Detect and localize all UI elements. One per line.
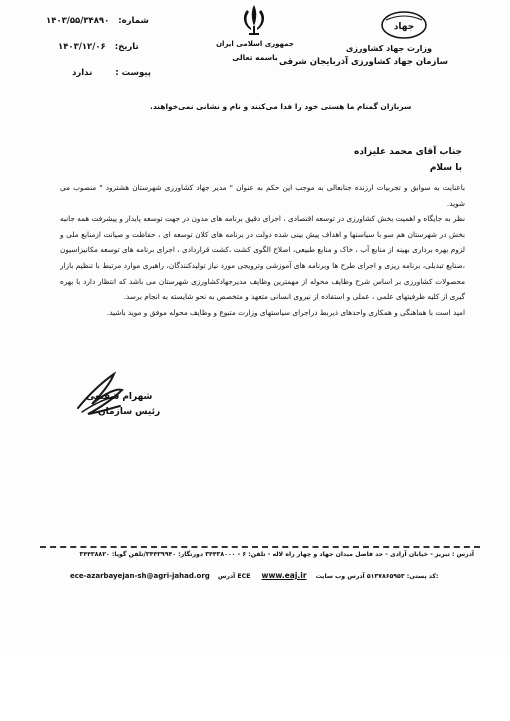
jahad-logo-icon <box>380 10 428 40</box>
signatory-title: رئیس سازمان <box>98 407 161 417</box>
organization-name: سازمان جهاد کشاورزی آذربایجان شرقی <box>278 57 448 67</box>
attachment-value: ندارد <box>72 68 93 78</box>
footer-postal: کد پستی: ۵۱۳۷۸۶۵۹۵۳ آدرس وب سایت: <box>315 573 439 580</box>
date-label: تاریخ: <box>114 42 139 52</box>
number-label: شماره: <box>118 16 149 26</box>
letter-attachment <box>72 68 151 78</box>
attachment-label: پیوست : <box>115 68 151 78</box>
number-value: ۱۴۰۳/۵۵/۳۴۸۹۰ <box>46 16 110 26</box>
motto-line: سربازان گمنام ما هستی خود را فدا می‌کنند و نام و نشانی نمی‌خواهند. <box>150 102 412 111</box>
footer-website[interactable]: www.eaj.ir <box>261 571 307 580</box>
letter-body <box>60 180 465 320</box>
paragraph-closing: امید است با هماهنگی و همکاری واحدهای ذیربط دراجرای سیاستهای وزارت متبوع و وظایف محوله موفق و موید باشید. <box>106 307 465 317</box>
logo-text: جهاد <box>393 22 415 32</box>
addressee: جناب آقای محمد علیزاده <box>354 147 462 157</box>
ministry-name: وزارت جهاد کشاورزی <box>345 44 432 53</box>
paragraph-appointment: باعنایت به سوابق و تجربیات ارزنده جنابعالی به موجب این حکم به عنوان " مدیر جهاد کشاورزی شهرستان هشترود " منصوب می شوید. <box>60 183 465 208</box>
footer-email-label: آدرس ECE <box>217 573 251 580</box>
letter-number <box>46 16 149 26</box>
letter-date <box>58 42 139 52</box>
paragraph-duties: نظر به جایگاه و اهمیت بخش کشاورزی در توسعه اقتصادی ، اجرای دقیق برنامه های مدون در جهت توسعه پایدار و پیشرفت همه جانبه بخش در شهرستان هم سو با سیاستها و اهداف پیش بینی شده دولت در برنامه های کلان توسعه ای ، حفاظت و صیانت ازمنابع ملی و لزوم بهره برداری بهینه از منابع آب ، خاک و منابع طبیعی، اصلاح الگوی کشت ،کشت قراردادی ، اجرای برنامه های توسعه مکانیزاسیون ،صنایع تبدیلی، برنامه ریزی و اجرای طرح ها وبرنامه های آموزشی وترویجی مورد نیاز تولیدکنندگان، راهبری موارد مرتبط با تنظیم بازار محصولات کشاورزی بر اساس شرح وظایف محوله از مهمترین وظایف مدیرجهادکشاورزی شهرستان می باشد که انتظار دارد با بهره گیری از کلیه ظرفیتهای علمی ، عملی و استفاده از نیروی انسانی متعهد و متخصص به نحو شایسته به انجام برسد. <box>60 214 465 302</box>
footer-email[interactable]: ece-azarbayejan-sh@agri-jahad.org <box>70 572 210 580</box>
republic-title: جمهوری اسلامی ایران <box>216 40 294 48</box>
in-name-title: باسمه تعالی <box>232 53 278 62</box>
date-value: ۱۴۰۳/۱۲/۰۶ <box>58 42 106 52</box>
footer-contact <box>70 563 438 582</box>
signatory-name: شهرام شفیعی <box>86 392 153 402</box>
footer-address: آدرس : تبریز - خیابان آزادی - حد فاصل میدان جهاد و چهار راه لاله - تلفن: ۶ - ۳۴۴۳۸۰۰۰ دورنگار: ۳۴۴۳۹۹۴۰/تلفن گویا: ۳۴۴۳۸۸۲۰ <box>79 551 474 558</box>
greeting: با سلام <box>429 163 462 173</box>
iran-emblem-icon <box>236 2 272 38</box>
bottom-margin <box>0 655 510 721</box>
footer-divider <box>40 546 480 548</box>
